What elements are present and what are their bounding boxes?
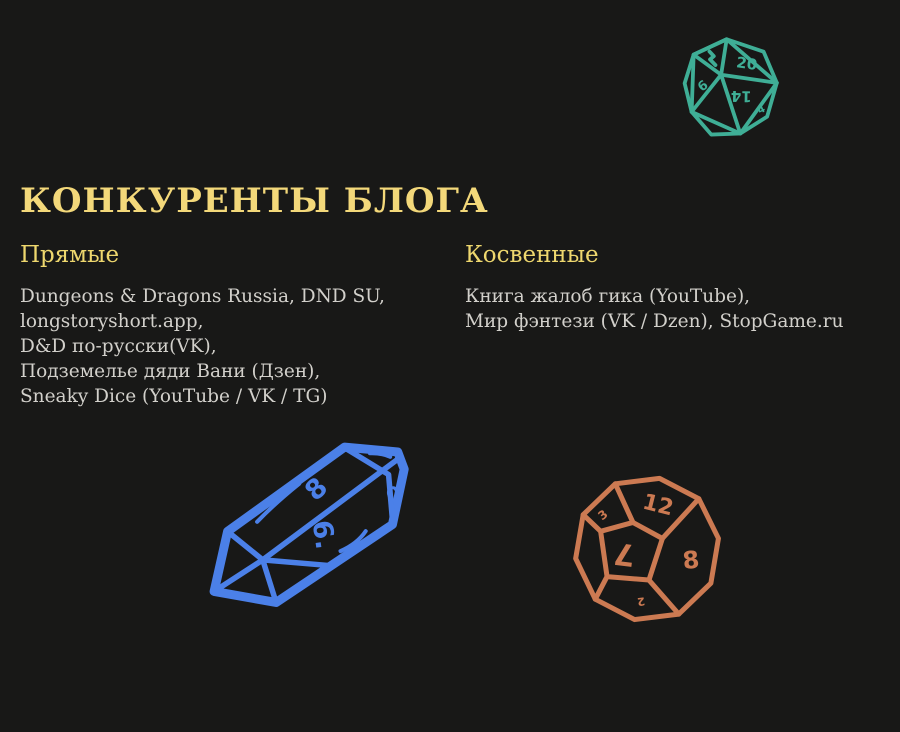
d20-die-icon — [678, 31, 785, 144]
competitor-line: Подземелье дяди Вани (Дзен), — [20, 361, 321, 382]
competitor-line: D&D по-русски(VK), — [20, 336, 217, 357]
direct-competitors-list — [20, 284, 440, 409]
d10-die-icon — [175, 413, 446, 643]
indirect-competitors-section — [465, 242, 885, 334]
die-number: 6. — [305, 518, 341, 552]
indirect-competitors-list — [465, 284, 885, 334]
die-number: 2 — [636, 594, 646, 609]
competitor-line: Sneaky Dice (YouTube / VK / TG) — [20, 386, 328, 407]
die-number: 3 — [595, 506, 611, 524]
die-number: 20 — [735, 53, 759, 74]
die-number: 6 — [695, 77, 712, 96]
die-number: 14 — [730, 86, 752, 106]
competitor-line: longstoryshort.app, — [20, 311, 204, 332]
die-number: 12 — [640, 489, 676, 522]
competitor-line: Книга жалоб гика (YouTube), — [465, 286, 751, 307]
competitor-line: Мир фэнтези (VK / Dzen), StopGame.ru — [465, 311, 844, 332]
indirect-competitors-heading: Косвенные — [465, 242, 599, 268]
d12-die-icon — [564, 468, 731, 632]
die-number: 8 — [681, 545, 701, 576]
die-number: 4 — [756, 103, 768, 117]
direct-competitors-section — [20, 242, 440, 409]
die-number: 0 — [383, 481, 405, 509]
direct-competitors-heading: Прямые — [20, 242, 120, 268]
page-title: КОНКУРЕНТЫ БЛОГА — [20, 180, 489, 221]
die-number: 8 — [299, 471, 334, 508]
die-number: 7 — [611, 534, 637, 573]
competitor-line: Dungeons & Dragons Russia, DND SU, — [20, 286, 385, 307]
